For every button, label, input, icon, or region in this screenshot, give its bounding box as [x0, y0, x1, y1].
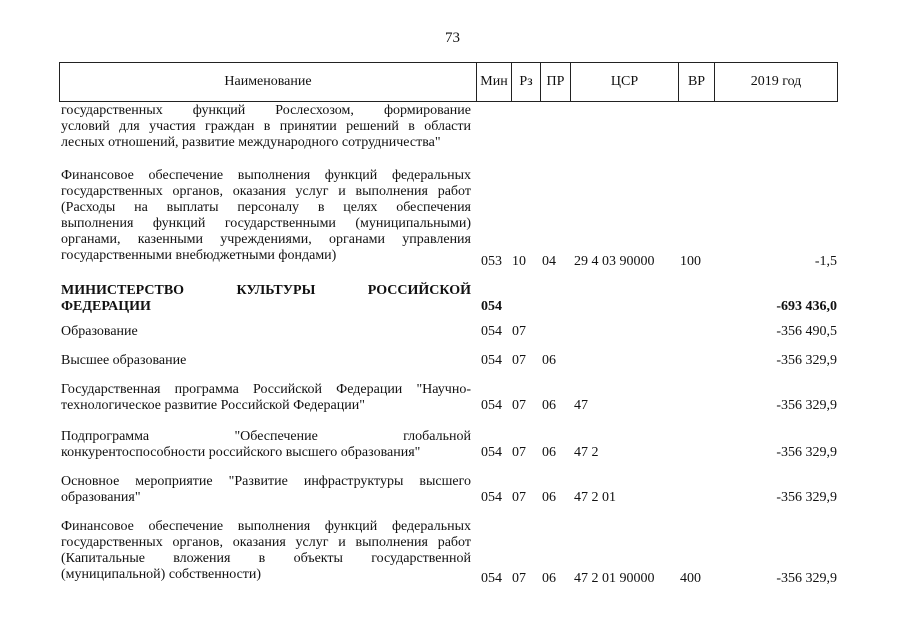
row-pr: 06	[542, 571, 556, 586]
row-rz: 07	[512, 324, 526, 339]
row-rz: 07	[512, 571, 526, 586]
row-amount: -356 329,9	[776, 353, 837, 368]
row-name-line: государственных органов, оказания услуг и выполнения работ	[61, 535, 471, 550]
row-vr: 400	[680, 571, 701, 586]
row-amount: -1,5	[814, 254, 837, 269]
row-name-line: МИНИСТЕРСТВО КУЛЬТУРЫ РОССИЙСКОЙ	[61, 283, 471, 298]
row-csr: 47 2 01 90000	[574, 571, 655, 586]
row-name-line: государственными внебюджетными фондами)	[61, 248, 337, 263]
row-min: 054	[481, 398, 502, 413]
row-name-line: Государственная программа Российской Федерации "Научно-	[61, 382, 471, 397]
row-pr: 04	[542, 254, 556, 269]
row-name-line: Финансовое обеспечение выполнения функций федеральных	[61, 519, 471, 534]
row-min: 054	[481, 299, 502, 314]
row-name-line: (муниципальной) собственности)	[61, 567, 262, 582]
row-name-line: технологическое развитие Российской Федерации"	[61, 398, 365, 413]
row-name-line: (Капитальные вложения в объекты государственной	[61, 551, 471, 566]
header-name: Наименование	[60, 63, 477, 102]
row-name-line: Основное мероприятие "Развитие инфраструктуры высшего	[61, 474, 471, 489]
row-csr: 47 2	[574, 445, 599, 460]
row-name	[61, 353, 471, 369]
page-number: 73	[445, 30, 460, 46]
row-name-line: Финансовое обеспечение выполнения функций федеральных	[61, 168, 471, 183]
row-name-line: конкурентоспособности российского высшего образования"	[61, 445, 421, 460]
row-name-line: лесных отношений, развитие международного сотрудничества"	[61, 135, 441, 150]
header-year: 2019 год	[715, 63, 838, 102]
row-name-line: Подпрограмма "Обеспечение глобальной	[61, 429, 471, 444]
header-csr: ЦСР	[571, 63, 679, 102]
row-amount: -693 436,0	[776, 299, 837, 314]
row-csr: 47 2 01	[574, 490, 616, 505]
row-pr: 06	[542, 398, 556, 413]
row-amount: -356 329,9	[776, 571, 837, 586]
row-pr: 06	[542, 445, 556, 460]
row-pr: 06	[542, 353, 556, 368]
row-name	[61, 283, 471, 315]
row-amount: -356 329,9	[776, 398, 837, 413]
row-name-line: (Расходы на выплаты персоналу в целях обеспечения	[61, 200, 471, 215]
row-amount: -356 329,9	[776, 445, 837, 460]
row-rz: 07	[512, 398, 526, 413]
row-name	[61, 324, 471, 340]
header-pr: ПР	[541, 63, 571, 102]
row-name	[61, 103, 471, 151]
row-min: 054	[481, 445, 502, 460]
row-amount: -356 490,5	[776, 324, 837, 339]
row-min: 054	[481, 490, 502, 505]
header-vr: ВР	[679, 63, 715, 102]
row-name-line: выполнения функций государственными (муниципальными)	[61, 216, 471, 231]
row-name-line: Образование	[61, 324, 138, 339]
row-pr: 06	[542, 490, 556, 505]
row-name	[61, 168, 471, 264]
row-name-line: государственных функций Рослесхозом, формирование	[61, 103, 471, 118]
row-rz: 07	[512, 353, 526, 368]
row-name-line: Высшее образование	[61, 353, 187, 368]
row-name	[61, 474, 471, 506]
row-name	[61, 519, 471, 583]
row-vr: 100	[680, 254, 701, 269]
header-min: Мин	[477, 63, 512, 102]
row-name-line: органами, казенными учреждениями, органами управления	[61, 232, 471, 247]
row-rz: 10	[512, 254, 526, 269]
row-name	[61, 429, 471, 461]
row-min: 053	[481, 254, 502, 269]
row-rz: 07	[512, 445, 526, 460]
row-amount: -356 329,9	[776, 490, 837, 505]
row-csr: 29 4 03 90000	[574, 254, 655, 269]
row-name-line: условий для участия граждан в принятии решений в области	[61, 119, 471, 134]
row-name-line: образования"	[61, 490, 141, 505]
row-rz: 07	[512, 490, 526, 505]
row-min: 054	[481, 571, 502, 586]
row-csr: 47	[574, 398, 588, 413]
row-name-line: государственных органов, оказания услуг и выполнения работ	[61, 184, 471, 199]
header-rz: Рз	[512, 63, 541, 102]
row-min: 054	[481, 353, 502, 368]
row-name-line: ФЕДЕРАЦИИ	[61, 299, 151, 314]
row-name	[61, 382, 471, 414]
row-min: 054	[481, 324, 502, 339]
